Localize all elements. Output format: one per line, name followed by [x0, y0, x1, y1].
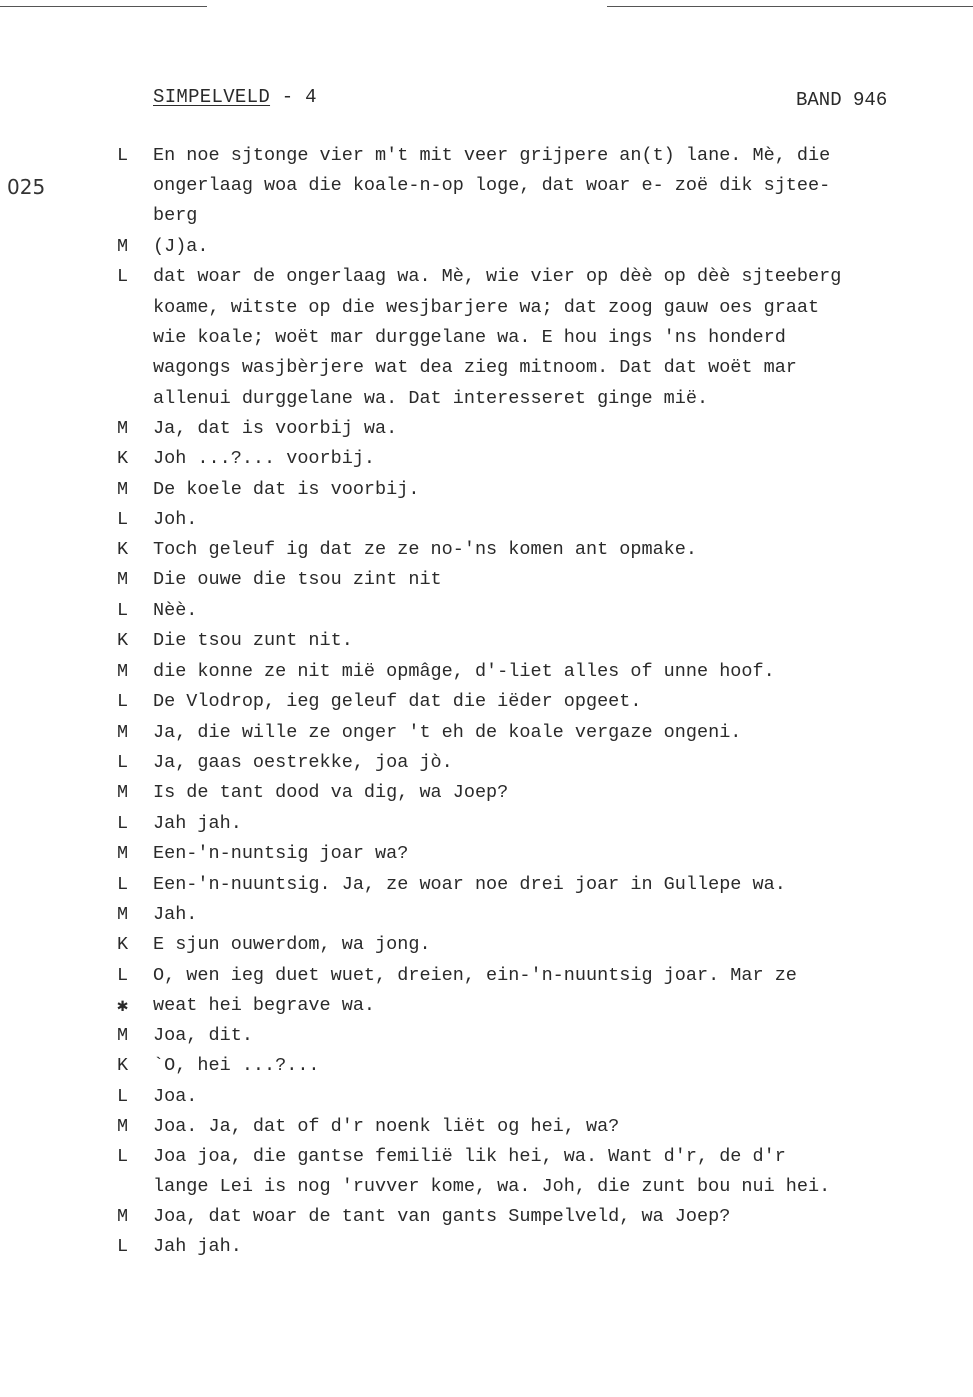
speaker-label: M — [117, 479, 129, 500]
line-text: berg — [153, 205, 198, 226]
speaker-label: K — [117, 934, 129, 955]
transcript-line — [0, 388, 973, 418]
speaker-label: L — [117, 1146, 129, 1167]
speaker-label: M — [117, 1116, 129, 1137]
transcript-line — [0, 1236, 973, 1266]
transcript-line — [0, 1146, 973, 1176]
line-text: Ja, dat is voorbij wa. — [153, 418, 398, 439]
line-text: `O, hei ...?... — [153, 1055, 320, 1076]
speaker-label: K — [117, 630, 129, 651]
transcript-line — [0, 691, 973, 721]
header-title: SIMPELVELD — [153, 86, 271, 108]
transcript-line — [0, 327, 973, 357]
header-band: BAND 946 — [796, 89, 888, 111]
speaker-label: M — [117, 236, 129, 257]
line-text: Die tsou zunt nit. — [153, 630, 353, 651]
transcript-line — [0, 1055, 973, 1085]
line-text: Joa. Ja, dat of d'r noenk liët og hei, wa? — [153, 1116, 620, 1137]
transcript-line — [0, 600, 973, 630]
speaker-label: M — [117, 569, 129, 590]
line-text: E sjun ouwerdom, wa jong. — [153, 934, 431, 955]
transcript-line — [0, 539, 973, 569]
speaker-label: L — [117, 874, 129, 895]
speaker-label: L — [117, 813, 129, 834]
line-text: weat hei begrave wa. — [153, 995, 376, 1016]
transcript-line — [0, 236, 973, 266]
transcript-line — [0, 965, 973, 995]
speaker-label: K — [117, 1055, 129, 1076]
transcript-line — [0, 843, 973, 873]
speaker-label: L — [117, 509, 129, 530]
speaker-label: M — [117, 904, 129, 925]
speaker-label: K — [117, 539, 129, 560]
line-text: die konne ze nit mië opmâge, d'-liet alles of unne hoof. — [153, 661, 775, 682]
line-text: De koele dat is voorbij. — [153, 479, 420, 500]
transcript-line — [0, 630, 973, 660]
line-text: Joa, dit. — [153, 1025, 253, 1046]
line-text: wagongs wasjbèrjere wat dea zieg mitnoom. Dat dat woët mar — [153, 357, 797, 378]
transcript-line — [0, 569, 973, 599]
line-text: Joa joa, die gantse femilië lik hei, wa. Want d'r, de d'r — [153, 1146, 786, 1167]
transcript-line — [0, 722, 973, 752]
speaker-label: K — [117, 448, 129, 469]
speaker-label: ✱ — [117, 996, 129, 1017]
line-text: wie koale; woët mar durggelane wa. E hou ings 'ns honderd — [153, 327, 786, 348]
transcript-line — [0, 752, 973, 782]
line-text: Jah jah. — [153, 813, 242, 834]
line-text: En noe sjtonge vier m't mit veer grijpere an(t) lane. Mè, die — [153, 145, 831, 166]
transcript-line — [0, 448, 973, 478]
margin-code: 025 — [7, 175, 46, 199]
transcript-line — [0, 661, 973, 691]
transcript-line — [0, 904, 973, 934]
line-text: (J)a. — [153, 236, 209, 257]
transcript-line — [0, 1206, 973, 1236]
transcript-line — [0, 418, 973, 448]
line-text: Die ouwe die tsou zint nit — [153, 569, 442, 590]
speaker-label: M — [117, 661, 129, 682]
transcript-line — [0, 1025, 973, 1055]
top-rule-left — [0, 6, 207, 7]
line-text: ongerlaag woa die koale-n-op loge, dat woar e- zoë dik sjtee- — [153, 175, 831, 196]
line-text: Jah jah. — [153, 1236, 242, 1257]
speaker-label: M — [117, 418, 129, 439]
transcript-line — [0, 357, 973, 387]
line-text: Joh ...?... voorbij. — [153, 448, 376, 469]
speaker-label: L — [117, 691, 129, 712]
line-text: Joh. — [153, 509, 198, 530]
line-text: Toch geleuf ig dat ze ze no-'ns komen ant opmake. — [153, 539, 697, 560]
transcript-line — [0, 205, 973, 235]
transcript-line — [0, 1116, 973, 1146]
line-text: Jah. — [153, 904, 198, 925]
page-header — [153, 86, 317, 108]
transcript-line — [0, 297, 973, 327]
speaker-label: M — [117, 782, 129, 803]
speaker-label: L — [117, 145, 129, 166]
line-text: Is de tant dood va dig, wa Joep? — [153, 782, 509, 803]
transcript-line — [0, 782, 973, 812]
transcript-line — [0, 175, 973, 205]
speaker-label: L — [117, 965, 129, 986]
line-text: dat woar de ongerlaag wa. Mè, wie vier op dèè op dèè sjteeberg — [153, 266, 842, 287]
speaker-label: L — [117, 266, 129, 287]
line-text: Ja, gaas oestrekke, joa jò. — [153, 752, 453, 773]
speaker-label: L — [117, 600, 129, 621]
speaker-label: M — [117, 722, 129, 743]
line-text: Een-'n-nuuntsig. Ja, ze woar noe drei joar in Gullepe wa. — [153, 874, 786, 895]
line-text: Nèè. — [153, 600, 198, 621]
transcript-line — [0, 479, 973, 509]
speaker-label: M — [117, 843, 129, 864]
transcript-line — [0, 1176, 973, 1206]
transcript-line — [0, 813, 973, 843]
line-text: Ja, die wille ze onger 't eh de koale vergaze ongeni. — [153, 722, 742, 743]
line-text: lange Lei is nog 'ruvver kome, wa. Joh, die zunt bou nui hei. — [153, 1176, 831, 1197]
transcript-line — [0, 145, 973, 175]
line-text: Joa. — [153, 1086, 198, 1107]
line-text: O, wen ieg duet wuet, dreien, ein-'n-nuuntsig joar. Mar ze — [153, 965, 797, 986]
line-text: De Vlodrop, ieg geleuf dat die iëder opgeet. — [153, 691, 642, 712]
transcript-line — [0, 509, 973, 539]
line-text: allenui durggelane wa. Dat interesseret ginge mië. — [153, 388, 709, 409]
transcript-line — [0, 266, 973, 296]
transcript-line — [0, 934, 973, 964]
speaker-label: L — [117, 1086, 129, 1107]
speaker-label: M — [117, 1206, 129, 1227]
speaker-label: L — [117, 1236, 129, 1257]
transcript-line — [0, 1086, 973, 1116]
transcript-line — [0, 874, 973, 904]
line-text: koame, witste op die wesjbarjere wa; dat zoog gauw oes graat — [153, 297, 820, 318]
line-text: Een-'n-nuntsig joar wa? — [153, 843, 409, 864]
transcript-line — [0, 995, 973, 1025]
speaker-label: L — [117, 752, 129, 773]
header-page-number: - 4 — [281, 86, 317, 108]
line-text: Joa, dat woar de tant van gants Sumpelveld, wa Joep? — [153, 1206, 731, 1227]
top-rule-right — [607, 6, 973, 7]
speaker-label: M — [117, 1025, 129, 1046]
